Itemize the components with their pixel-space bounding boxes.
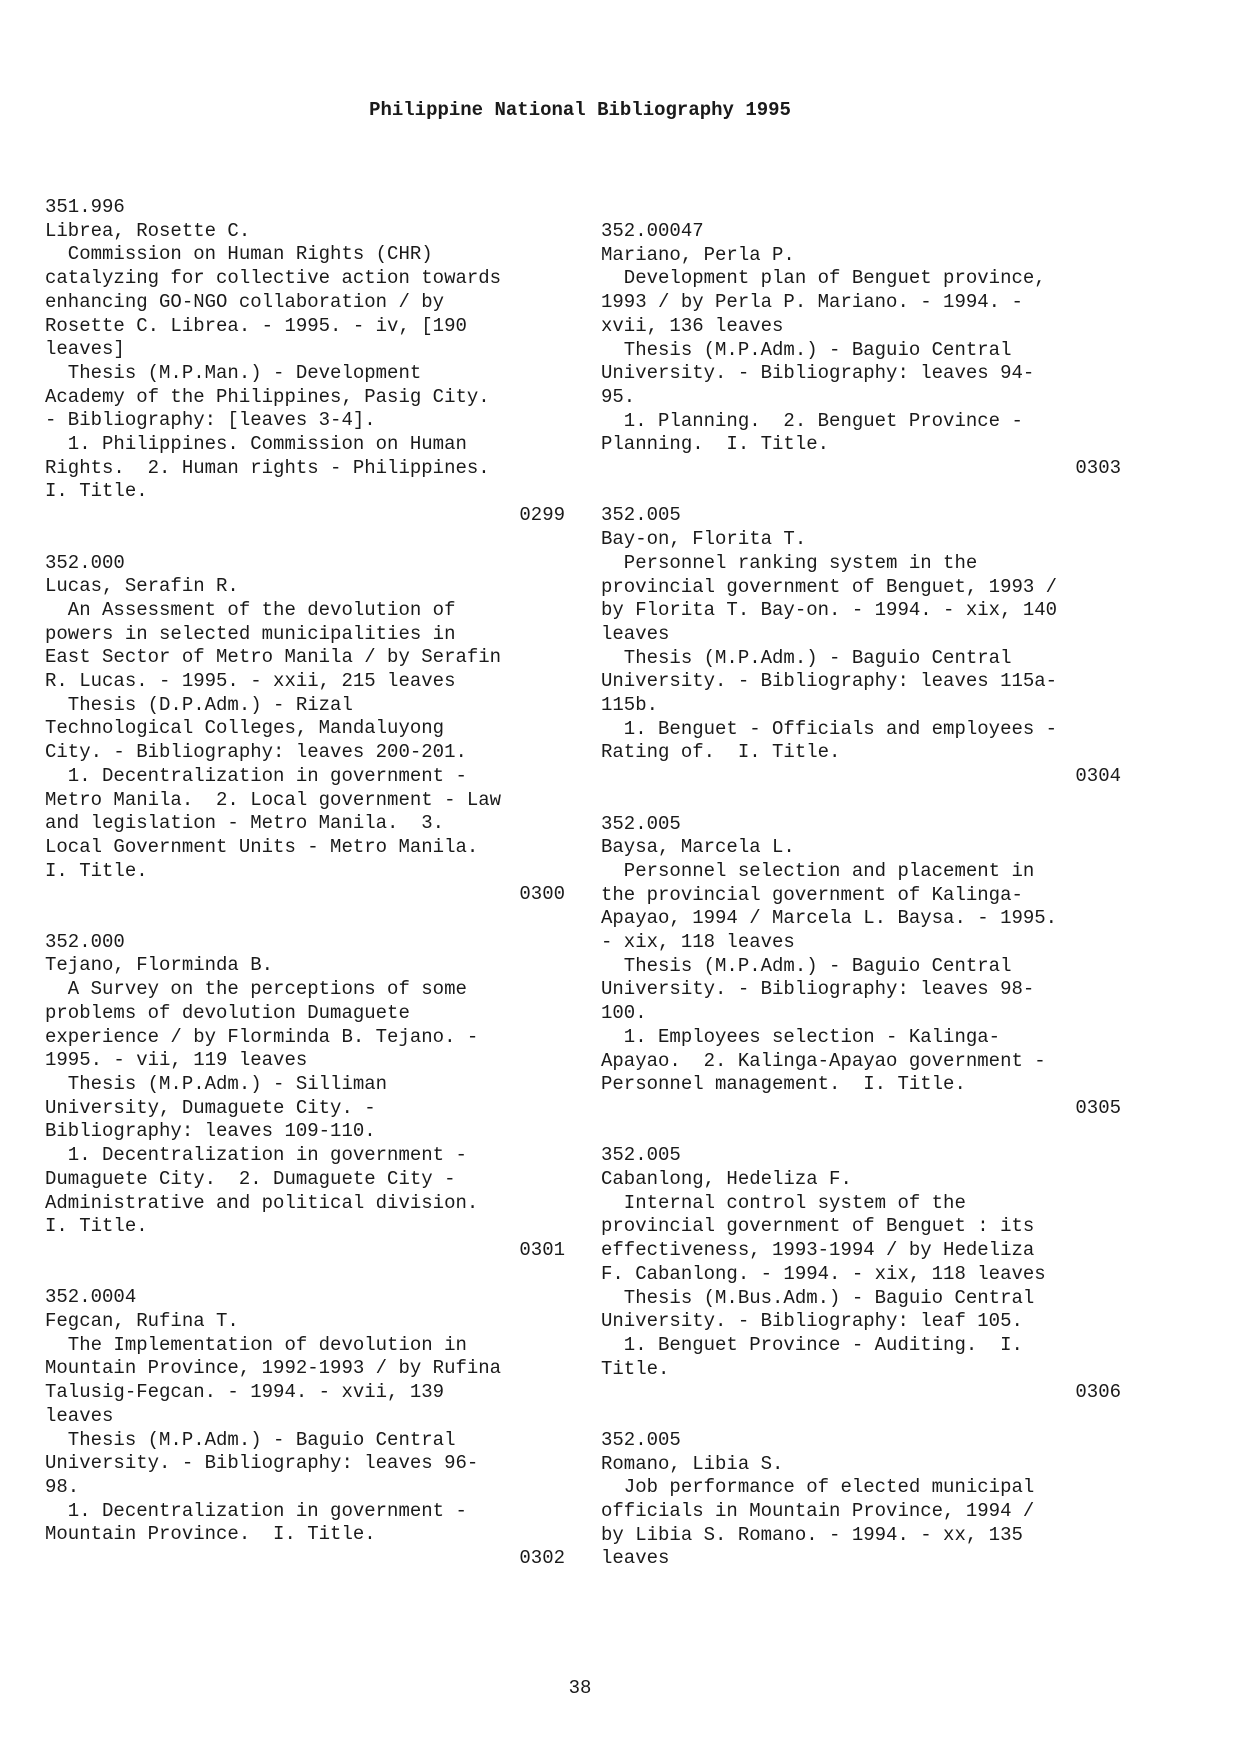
entry-line: 98. [45,1475,80,1498]
entry-line: 1. Planning. 2. Benguet Province - [601,409,1023,432]
entry-line: Internal control system of the [601,1191,966,1214]
entry-line: Apayao, 1994 / Marcela L. Baysa. - 1995. [601,907,1058,930]
entry-line: F. Cabanlong. - 1994. - xix, 118 leaves [601,1262,1046,1285]
entry-line: - xix, 118 leaves [601,931,795,954]
entry-line: Thesis (M.Bus.Adm.) - Baguio Central [601,1286,1035,1309]
entry-line: Mountain Province, 1992-1993 / by Rufina [45,1357,502,1380]
entry-number: 0303 [1075,457,1121,480]
entry-line: xvii, 136 leaves [601,314,784,337]
entry-line: Thesis (M.P.Adm.) - Silliman [45,1072,388,1095]
entry-line: Thesis (M.P.Man.) - Development [45,361,422,384]
entry-number: 0305 [1075,1096,1121,1119]
entry-line: 1995. - vii, 119 leaves [45,1049,308,1072]
entry-line: Title. [601,1357,670,1380]
entry-line: and legislation - Metro Manila. 3. [45,812,445,835]
bibliography-entry [45,196,565,528]
entry-line: I. Title. [45,480,148,503]
entry-line: 1. Decentralization in government - [45,764,467,787]
entry-line: Rights. 2. Human rights - Philippines. [45,456,490,479]
entry-line: by Libia S. Romano. - 1994. - xx, 135 [601,1523,1023,1546]
entry-line: Thesis (M.P.Adm.) - Baguio Central [601,954,1012,977]
call-number: 351.996 [45,196,125,218]
entry-line: 1. Decentralization in government - [45,1144,467,1167]
entry-line: leaves] [45,338,125,361]
entry-number: 0302 [519,1547,565,1570]
entry-line: Talusig-Fegcan. - 1994. - xvii, 139 [45,1381,445,1404]
bibliography-entry [601,220,1121,481]
entry-line: I. Title. [45,859,148,882]
entry-line: Bibliography: leaves 109-110. [45,1120,376,1143]
entry-line: Technological Colleges, Mandaluyong [45,717,445,740]
author-name: Librea, Rosette C. [45,219,251,242]
entry-line: leaves [601,622,670,645]
author-name: Mariano, Perla P. [601,243,795,266]
entry-line: 100. [601,1002,647,1025]
entry-line: experience / by Florminda B. Tejano. - [45,1025,479,1048]
author-name: Baysa, Marcela L. [601,836,795,859]
entry-number: 0299 [519,504,565,527]
call-number: 352.00047 [601,220,704,242]
left-column [45,196,565,1571]
call-number: 352.005 [601,1144,681,1167]
entry-line: catalyzing for collective action towards [45,267,502,290]
entry-line: leaves [601,1547,670,1570]
right-column [601,220,1121,1571]
entry-line: I. Title. [45,1215,148,1238]
entry-line: Personnel ranking system in the [601,551,978,574]
entry-line: leaves [45,1404,114,1427]
author-name: Cabanlong, Hedeliza F. [601,1168,852,1191]
bibliography-entry [601,1144,1121,1405]
bibliography-entry [45,552,565,908]
entry-line: - Bibliography: [leaves 3-4]. [45,409,376,432]
entry-line: Dumaguete City. 2. Dumaguete City - [45,1167,456,1190]
entry-line: The Implementation of devolution in [45,1333,467,1356]
entry-line: 1. Benguet Province - Auditing. I. [601,1334,1023,1356]
entry-line: effectiveness, 1993-1994 / by Hedeliza [601,1239,1035,1262]
call-number: 352.005 [601,1428,681,1451]
entry-line: University. - Bibliography: leaf 105. [601,1310,1023,1333]
entry-line: 1. Employees selection - Kalinga- [601,1025,1001,1048]
entry-number: 0300 [519,883,565,906]
entry-line: 115b. [601,694,659,717]
entry-line: Metro Manila. 2. Local government - Law [45,788,502,811]
page-number: 38 [568,1677,592,1699]
entry-line: Thesis (M.P.Adm.) - Baguio Central [45,1428,456,1451]
entry-line: problems of devolution Dumaguete [45,1001,410,1024]
entry-line: Thesis (M.P.Adm.) - Baguio Central [601,646,1012,669]
entry-line: Commission on Human Rights (CHR) [45,243,433,266]
entry-line: A Survey on the perceptions of some [45,978,467,1001]
entry-line: Rating of. I. Title. [601,741,841,764]
entry-line: by Florita T. Bay-on. - 1994. - xix, 140 [601,599,1058,622]
entry-line: City. - Bibliography: leaves 200-201. [45,741,467,764]
entry-number: 0306 [1075,1381,1121,1404]
entry-number: 0304 [1075,765,1121,788]
entry-line: Development plan of Benguet province, [601,267,1046,290]
call-number: 352.0004 [45,1286,137,1309]
entry-line: Rosette C. Librea. - 1995. - iv, [190 [45,314,467,337]
bibliography-entry [601,1429,1121,1571]
entry-line: Academy of the Philippines, Pasig City. [45,385,490,408]
author-name: Lucas, Serafin R. [45,575,239,598]
page-title: Philippine National Bibliography 1995 [369,99,791,121]
entry-line: Planning. I. Title. [601,433,830,456]
author-name: Romano, Libia S. [601,1452,784,1475]
entry-line: enhancing GO-NGO collaboration / by [45,290,445,313]
entry-line: Local Government Units - Metro Manila. [45,835,479,858]
entry-line: Job performance of elected municipal [601,1476,1035,1499]
entry-line: provincial government of Benguet, 1993 / [601,575,1058,598]
entry-line: 1993 / by Perla P. Mariano. - 1994. - [601,291,1023,314]
entry-line: University. - Bibliography: leaves 115a- [601,670,1058,693]
entry-line: officials in Mountain Province, 1994 / [601,1499,1035,1522]
entry-line: 1. Decentralization in government - [45,1499,467,1522]
bibliography-entry [601,504,1121,788]
entry-line: University. - Bibliography: leaves 94- [601,362,1035,385]
entry-line: the provincial government of Kalinga- [601,883,1023,906]
entry-line: East Sector of Metro Manila / by Serafin [45,646,502,669]
entry-line: powers in selected municipalities in [45,622,456,645]
call-number: 352.005 [601,812,681,835]
bibliography-entry [45,1286,565,1570]
call-number: 352.000 [45,930,125,953]
entry-line: 1. Benguet - Officials and employees - [601,717,1058,740]
entry-line: University. - Bibliography: leaves 98- [601,978,1035,1001]
entry-line: Thesis (D.P.Adm.) - Rizal [45,693,353,716]
call-number: 352.000 [45,551,125,574]
entry-line: Personnel management. I. Title. [601,1073,966,1096]
entry-line: Thesis (M.P.Adm.) - Baguio Central [601,338,1012,361]
entry-line: R. Lucas. - 1995. - xxii, 215 leaves [45,670,456,693]
author-name: Bay-on, Florita T. [601,528,807,551]
entry-line: University, Dumaguete City. - [45,1096,376,1119]
entry-line: Personnel selection and placement in [601,859,1035,882]
entry-number: 0301 [519,1238,565,1261]
entry-line: An Assessment of the devolution of [45,598,456,621]
bibliography-entry [601,813,1121,1121]
call-number: 352.005 [601,504,681,527]
author-name: Fegcan, Rufina T. [45,1310,239,1332]
entry-line: Apayao. 2. Kalinga-Apayao government - [601,1049,1046,1072]
author-name: Tejano, Florminda B. [45,954,274,977]
bibliography-entry [45,931,565,1263]
entry-line: 1. Philippines. Commission on Human [45,433,467,456]
entry-line: 95. [601,385,636,408]
entry-line: University. - Bibliography: leaves 96- [45,1452,479,1475]
entry-line: provincial government of Benguet : its [601,1215,1035,1238]
entry-line: Administrative and political division. [45,1191,479,1214]
entry-line: Mountain Province. I. Title. [45,1523,376,1546]
